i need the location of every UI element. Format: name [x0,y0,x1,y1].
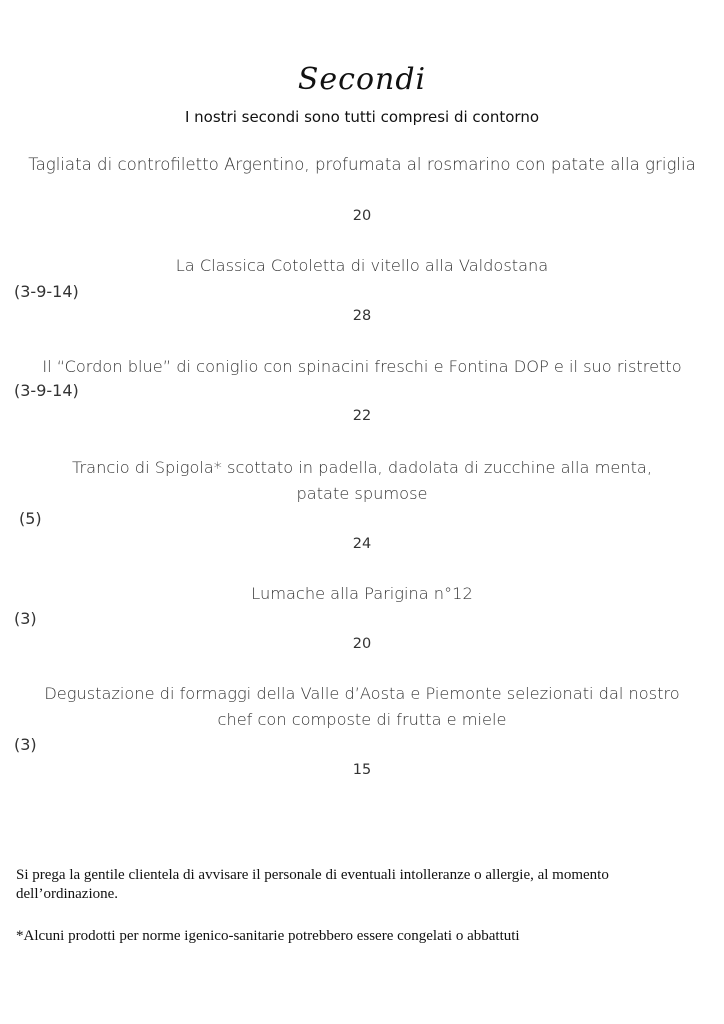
dish-name: Trancio di Spigola* scottato in padella, dadolata di zucchine alla menta, [72,458,652,477]
allergy-notice: Si prega la gentile clientela di avvisare il personale di eventuali intolleranze o allergie, al momento dell’ordinazione. [16,867,609,902]
dish-name: Il “Cordon blue” di coniglio con spinacini freschi e Fontina DOP e il suo ristretto [42,357,682,376]
dish-allergens: (5) [19,509,42,528]
frozen-products-note: *Alcuni prodotti per norme igenico-sanitarie potrebbero essere congelati o abbattuti [16,928,520,944]
dish-name: Tagliata di controfiletto Argentino, profumata al rosmarino con patate alla griglia [28,155,696,174]
dish-allergens: (3-9-14) [14,282,79,301]
page-subtitle: I nostri secondi sono tutti compresi di contorno [184,108,540,126]
dish-name: Degustazione di formaggi della Valle d’Aosta e Piemonte selezionati dal nostro [44,684,680,703]
page-title: Secondi [297,62,427,97]
dish-price: 28 [352,308,372,324]
dish-name: La Classica Cotoletta di vitello alla Valdostana [175,256,549,275]
dish-name-continued: chef con composte di frutta e miele [217,710,507,729]
dish-price: 22 [352,408,372,424]
dish-price: 15 [352,762,372,778]
dish-price: 24 [352,536,372,552]
dish-allergens: (3) [14,735,37,754]
dish-allergens: (3) [14,609,37,628]
dish-name-continued: patate spumose [296,484,428,503]
dish-price: 20 [352,208,372,224]
dish-allergens: (3-9-14) [14,381,79,400]
dish-price: 20 [352,636,372,652]
dish-name: Lumache alla Parigina n°12 [251,584,473,603]
